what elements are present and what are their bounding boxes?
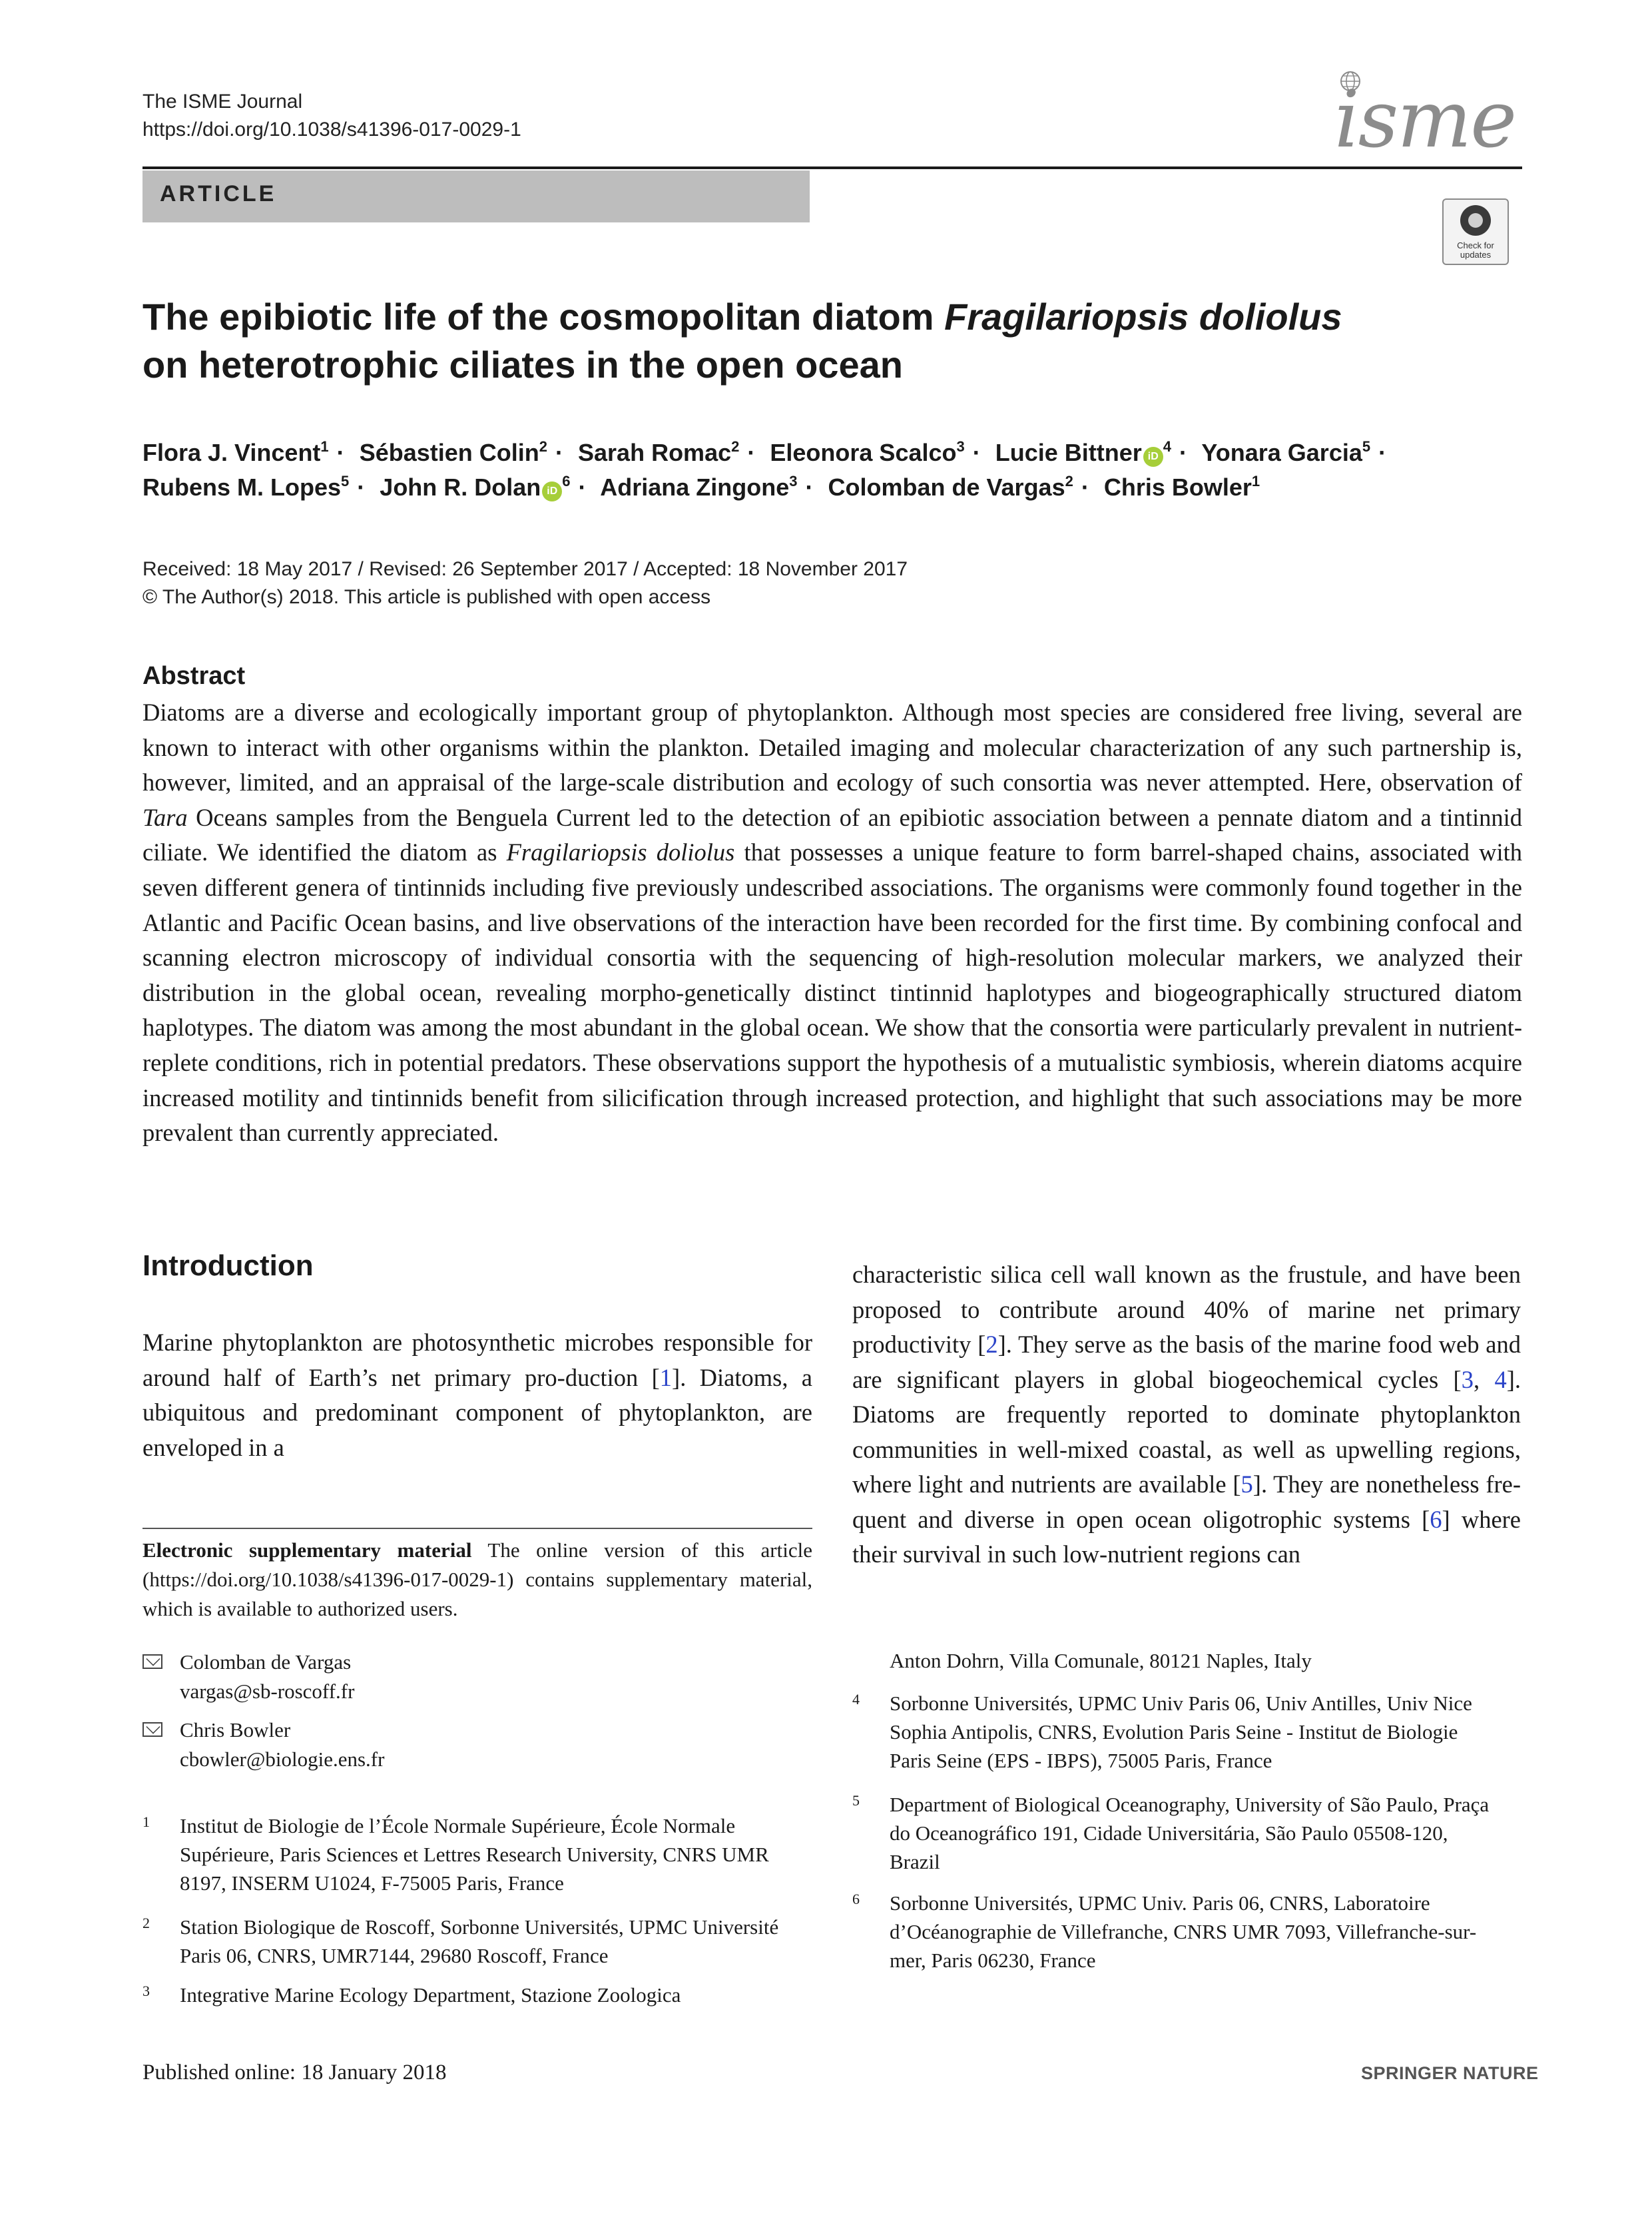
citation-link-3[interactable]: 3 <box>1461 1365 1474 1393</box>
author-separator: · <box>578 474 587 501</box>
article-doi-link[interactable]: https://doi.org/10.1038/s41396-017-0029-1 <box>142 119 521 141</box>
author-name-text: Flora J. Vincent <box>142 439 321 466</box>
intro-text: ]. Diatoms, a ubiquitous and predominant component of phytoplankton, are enveloped in a <box>142 1363 812 1461</box>
affiliation-1 <box>142 1811 782 1897</box>
author-separator: · <box>805 474 814 501</box>
citation-link-1[interactable]: 1 <box>659 1363 673 1391</box>
title-part-2: on heterotrophic ciliates in the open ocean <box>142 344 903 386</box>
author-name[interactable] <box>380 474 570 501</box>
author-name[interactable] <box>142 474 349 501</box>
contact-email[interactable]: vargas@sb-roscoff.fr <box>180 1680 355 1703</box>
publisher-logo: SPRINGER NATURE <box>1361 2063 1539 2083</box>
affiliation-number: 5 <box>852 1792 860 1809</box>
affiliation-3-continued <box>852 1646 1492 1675</box>
author-list <box>142 436 1527 505</box>
affiliation-text: Sorbonne Universités, UPMC Univ Paris 06, Univ Antilles, Univ Nice Sophia Antipolis, CNRS, Evolution Paris Seine - Institut de Biologie Paris Seine (EPS - IBPS), 75005 Paris, France <box>890 1692 1472 1772</box>
abstract-species: Fragilariopsis doliolus <box>506 838 735 866</box>
abstract-text-2: Oceans samples from the Benguela Current led to the detection of an epibiotic association between a pennate diatom and a tintinnid ciliate. We identified the diatom as <box>142 803 1522 866</box>
author-affiliation-marker: 4 <box>1163 438 1172 455</box>
esm-text-1: The online version of this article ( <box>142 1538 812 1591</box>
affiliation-text: Integrative Marine Ecology Department, Stazione Zoologica <box>180 1983 681 2007</box>
updates-badge-line1: Check for <box>1457 240 1494 250</box>
author-separator: · <box>747 439 756 466</box>
author-name-text: Rubens M. Lopes <box>142 474 342 501</box>
citation-link-2[interactable]: 2 <box>985 1331 998 1358</box>
affiliation-3 <box>142 1981 782 2009</box>
intro-text: , <box>1473 1365 1495 1393</box>
affiliation-number: 6 <box>852 1891 860 1907</box>
author-separator: · <box>972 439 981 466</box>
title-part-1: The epibiotic life of the cosmopolitan diatom <box>142 296 945 338</box>
introduction-column-2 <box>852 1257 1521 1572</box>
author-name-text: John R. Dolan <box>380 474 541 501</box>
author-affiliation-marker: 2 <box>731 438 740 455</box>
abstract-body <box>142 695 1522 1151</box>
esm-text-2: ) contains supplementary material, which is available to authorized users. <box>142 1568 812 1620</box>
author-name-text: Adriana Zingone <box>600 474 790 501</box>
affiliation-number: 1 <box>142 1813 150 1830</box>
citation-link-4[interactable]: 4 <box>1494 1365 1507 1393</box>
author-name-text: Yonara Garcia <box>1201 439 1362 466</box>
author-affiliation-marker: 5 <box>1362 438 1371 455</box>
introduction-heading: Introduction <box>142 1249 314 1282</box>
author-separator: · <box>1378 439 1387 466</box>
author-separator: · <box>1179 439 1188 466</box>
affiliation-text: Institut de Biologie de l’École Normale Supérieure, École Normale Supérieure, Paris Sciences et Lettres Research University, CNRS UMR 8197, INSERM U1024, F-75005 Paris, France <box>180 1814 769 1895</box>
contact-name: Colomban de Vargas <box>180 1650 352 1674</box>
author-name-text: Eleonora Scalco <box>770 439 957 466</box>
envelope-icon <box>142 1722 162 1737</box>
author-name[interactable] <box>1201 439 1370 466</box>
abstract-text-3: that possesses a unique feature to form barrel-shaped chains, associated with seven different genera of tintinnids including five previously undescribed associations. The organisms were commonly found together in the Atlantic and Pacific Ocean basins, and live observations of the interaction have been recorded for the first time. By combining confocal and scanning electron microscopy of individual consortia with the sequencing of high-resolution molecular markers, we analyzed their distribution in the global ocean, revealing morpho-genetically distinct tintinnid haplotypes and biogeographically structured diatom haplotypes. The diatom was among the most abundant in the global ocean. We show that the consortia were particularly prevalent in nutrient-replete conditions, rich in potential predators. These observations support the hypothesis of a mutualistic symbiosis, wherein diatoms acquire increased motility and tintinnids benefit from silicification through increased protection, and highlight that such associations may be more prevalent than currently appreciated. <box>142 838 1522 1147</box>
author-name-text: Colomban de Vargas <box>828 474 1065 501</box>
author-name-text: Sarah Romac <box>578 439 732 466</box>
intro-text: ]. They are nonetheless fre-quent and diverse in open ocean oligotrophic systems [ <box>852 1470 1521 1533</box>
author-separator: · <box>336 439 345 466</box>
intro-text: Marine phytoplankton are photosynthetic microbes responsible for around half of Earth’s net primary pro-duction [ <box>142 1329 812 1391</box>
affiliation-2 <box>142 1913 782 1970</box>
copyright-notice: © The Author(s) 2018. This article is published with open access <box>142 586 711 608</box>
author-name[interactable] <box>578 439 739 466</box>
author-affiliation-marker: 6 <box>562 473 571 489</box>
affiliation-5 <box>852 1790 1492 1876</box>
citation-link-6[interactable]: 6 <box>1430 1505 1442 1533</box>
author-affiliation-marker: 5 <box>341 473 350 489</box>
author-name[interactable] <box>360 439 547 466</box>
author-separator: · <box>1081 474 1089 501</box>
author-affiliation-marker: 1 <box>320 438 329 455</box>
updates-badge-line2: updates <box>1460 250 1492 260</box>
author-name[interactable] <box>600 474 797 501</box>
esm-link[interactable]: https://doi.org/10.1038/s41396-017-0029-1 <box>149 1568 507 1591</box>
abstract-heading: Abstract <box>142 662 246 690</box>
author-separator: · <box>357 474 366 501</box>
contact-name: Chris Bowler <box>180 1718 291 1742</box>
abstract-text-1: Diatoms are a diverse and ecologically important group of phytoplankton. Although most species are considered free living, several are known to interact with other organisms within the plankton. Detailed imaging and molecular characterization of any such partnership is, however, limited, and an appraisal of the large-scale distribution and ecology of such consortia was never attempted. Here, observation of <box>142 699 1522 796</box>
author-affiliation-marker: 2 <box>539 438 547 455</box>
orcid-icon[interactable]: iD <box>542 481 562 501</box>
author-affiliation-marker: 2 <box>1065 473 1073 489</box>
published-online-date: Published online: 18 January 2018 <box>142 2060 447 2084</box>
affiliation-text: Anton Dohrn, Villa Comunale, 80121 Naples, Italy <box>890 1649 1312 1672</box>
author-affiliation-marker: 3 <box>956 438 965 455</box>
esm-label: Electronic supplementary material <box>142 1538 472 1562</box>
check-for-updates-badge[interactable] <box>1442 198 1509 265</box>
orcid-icon[interactable]: iD <box>1143 447 1163 467</box>
affiliation-text: Sorbonne Universités, UPMC Univ. Paris 06, CNRS, Laboratoire d’Océanographie de Villefranche, CNRS UMR 7093, Villefranche-sur-mer, Paris 06230, France <box>890 1891 1477 1972</box>
author-separator: · <box>555 439 563 466</box>
author-name[interactable] <box>770 439 964 466</box>
corresponding-author-2 <box>142 1716 808 1774</box>
abstract-tara: Tara <box>142 803 188 831</box>
submission-dates: Received: 18 May 2017 / Revised: 26 September 2017 / Accepted: 18 November 2017 <box>142 558 908 580</box>
author-name[interactable] <box>828 474 1073 501</box>
journal-name: The ISME Journal <box>142 91 303 113</box>
update-icon <box>1460 205 1491 236</box>
title-species: Fragilariopsis doliolus <box>944 296 1342 338</box>
contact-email[interactable]: cbowler@biologie.ens.fr <box>180 1747 385 1771</box>
article-title <box>142 293 1514 389</box>
isme-logo-text: isme <box>1334 73 1516 161</box>
author-name-text: Lucie Bittner <box>995 439 1142 466</box>
footnote-rule <box>142 1528 812 1529</box>
author-name[interactable] <box>1104 474 1260 501</box>
intro-text: ] where their survival in such low-nutrient regions can <box>852 1505 1521 1568</box>
affiliation-6 <box>852 1889 1492 1975</box>
affiliation-number: 2 <box>142 1915 150 1931</box>
author-name[interactable] <box>995 439 1171 466</box>
affiliation-text: Department of Biological Oceanography, University of São Paulo, Praça do Oceanográfico 191, Cidade Universitária, São Paulo 05508-120, Brazil <box>890 1793 1490 1873</box>
intro-text: characteristic silica cell wall known as the frustule, and have been proposed to contribute around 40% of marine net primary productivity [ <box>852 1261 1521 1358</box>
affiliation-4 <box>852 1689 1492 1775</box>
article-type-label: ARTICLE <box>160 181 277 206</box>
intro-text: ]. Diatoms are frequently reported to dominate phytoplankton communities in well-mixed coastal, as well as upwelling regions, where light and nutrients are available [ <box>852 1365 1521 1498</box>
citation-link-5[interactable]: 5 <box>1240 1470 1253 1498</box>
affiliation-text: Station Biologique de Roscoff, Sorbonne Universités, UPMC Université Paris 06, CNRS, UMR7144, 29680 Roscoff, France <box>180 1915 779 1967</box>
corresponding-author-1 <box>142 1648 808 1706</box>
author-name[interactable] <box>142 439 329 466</box>
header-rule <box>142 166 1522 169</box>
envelope-icon <box>142 1654 162 1669</box>
author-affiliation-marker: 3 <box>789 473 798 489</box>
author-name-text: Sébastien Colin <box>359 439 539 466</box>
intro-text: ]. They serve as the basis of the marine food web and are significant players in global biogeochemical cycles [ <box>852 1331 1521 1393</box>
isme-logo <box>1325 61 1525 161</box>
author-name-text: Chris Bowler <box>1103 474 1252 501</box>
introduction-column-1 <box>142 1325 812 1465</box>
supplementary-material-note <box>142 1536 812 1624</box>
affiliation-number: 3 <box>142 1983 150 1999</box>
affiliation-number: 4 <box>852 1691 860 1708</box>
author-affiliation-marker: 1 <box>1251 473 1260 489</box>
